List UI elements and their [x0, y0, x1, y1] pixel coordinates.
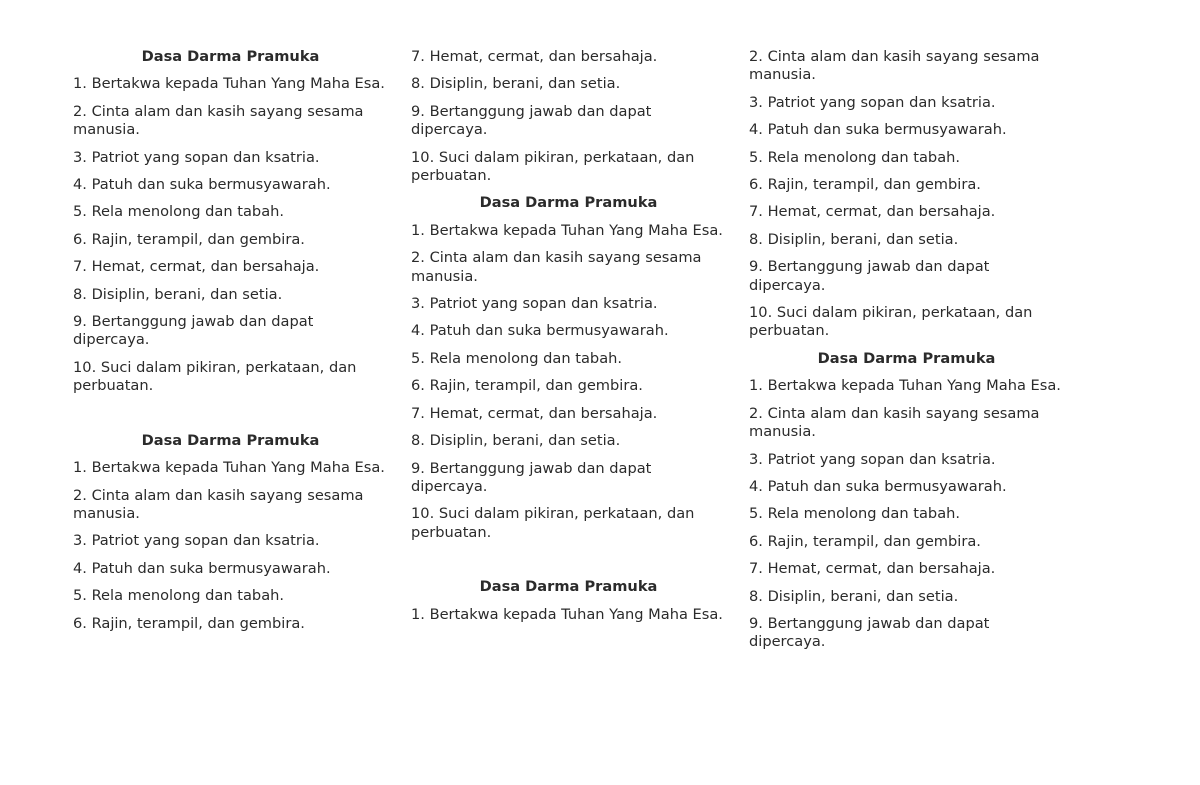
list-item: 4. Patuh dan suka bermusyawarah. — [411, 322, 669, 340]
list-item: 6. Rajin, terampil, dan gembira. — [411, 377, 643, 395]
list-item: 7. Hemat, cermat, dan bersahaja. — [411, 48, 658, 65]
list-item: 7. Hemat, cermat, dan bersahaja. — [749, 203, 996, 221]
list-item: 8. Disiplin, berani, dan setia. — [411, 432, 621, 450]
list-item: 2. Cinta alam dan kasih sayang sesama manusia. — [73, 486, 364, 522]
list-item: 10. Suci dalam pikiran, perkataan, dan perbuatan. — [411, 505, 695, 541]
spacer — [73, 405, 388, 432]
list-item: 5. Rela menolong dan tabah. — [749, 505, 961, 523]
section-heading: Dasa Darma Pramuka — [141, 431, 320, 449]
list-item: 10. Suci dalam pikiran, perkataan, dan perbuatan. — [411, 148, 695, 185]
spacer — [411, 551, 726, 578]
list-item: 8. Disiplin, berani, dan setia. — [749, 587, 959, 605]
list-item: 1. Bertakwa kepada Tuhan Yang Maha Esa. — [73, 75, 385, 93]
list-item: 3. Patriot yang sopan dan ksatria. — [411, 295, 658, 313]
section-heading: Dasa Darma Pramuka — [141, 48, 320, 65]
list-item: 3. Patriot yang sopan dan ksatria. — [73, 532, 320, 550]
list-item: 6. Rajin, terampil, dan gembira. — [73, 614, 305, 632]
list-item: 1. Bertakwa kepada Tuhan Yang Maha Esa. — [411, 221, 723, 239]
list-item: 8. Disiplin, berani, dan setia. — [749, 230, 959, 248]
text-column-1 — [73, 48, 388, 642]
section-heading: Dasa Darma Pramuka — [479, 194, 658, 212]
list-item: 9. Bertanggung jawab dan dapat dipercaya. — [411, 102, 652, 139]
list-item: 6. Rajin, terampil, dan gembira. — [749, 176, 981, 194]
list-item: 5. Rela menolong dan tabah. — [411, 349, 623, 367]
list-item: 3. Patriot yang sopan dan ksatria. — [749, 93, 996, 111]
list-item: 3. Patriot yang sopan dan ksatria. — [749, 450, 996, 468]
list-item: 4. Patuh dan suka bermusyawarah. — [73, 559, 331, 577]
list-item: 6. Rajin, terampil, dan gembira. — [73, 230, 305, 248]
text-column-2 — [411, 48, 726, 633]
list-item: 1. Bertakwa kepada Tuhan Yang Maha Esa. — [73, 459, 385, 477]
section-heading: Dasa Darma Pramuka — [817, 349, 996, 367]
section-heading: Dasa Darma Pramuka — [479, 578, 658, 596]
list-item: 9. Bertanggung jawab dan dapat dipercaya. — [411, 459, 652, 495]
list-item: 10. Suci dalam pikiran, perkataan, dan perbuatan. — [73, 358, 357, 395]
list-item: 1. Bertakwa kepada Tuhan Yang Maha Esa. — [411, 605, 723, 623]
list-item: 7. Hemat, cermat, dan bersahaja. — [749, 560, 996, 578]
list-item: 2. Cinta alam dan kasih sayang sesama manusia. — [411, 249, 702, 285]
list-item: 2. Cinta alam dan kasih sayang sesama manusia. — [749, 404, 1040, 441]
list-item: 10. Suci dalam pikiran, perkataan, dan perbuatan. — [749, 304, 1033, 340]
list-item: 1. Bertakwa kepada Tuhan Yang Maha Esa. — [749, 377, 1061, 395]
list-item: 4. Patuh dan suka bermusyawarah. — [749, 121, 1007, 139]
list-item: 9. Bertanggung jawab dan dapat dipercaya. — [749, 614, 990, 651]
list-item: 8. Disiplin, berani, dan setia. — [73, 285, 283, 303]
list-item: 5. Rela menolong dan tabah. — [749, 148, 961, 166]
list-item: 7. Hemat, cermat, dan bersahaja. — [411, 404, 658, 422]
list-item: 7. Hemat, cermat, dan bersahaja. — [73, 258, 320, 276]
list-item: 4. Patuh dan suka bermusyawarah. — [749, 477, 1007, 495]
list-item: 8. Disiplin, berani, dan setia. — [411, 75, 621, 93]
list-item: 9. Bertanggung jawab dan dapat dipercaya. — [749, 258, 990, 294]
list-item: 9. Bertanggung jawab dan dapat dipercaya. — [73, 313, 314, 349]
list-item: 2. Cinta alam dan kasih sayang sesama manusia. — [749, 48, 1040, 84]
list-item: 4. Patuh dan suka bermusyawarah. — [73, 176, 331, 194]
list-item: 6. Rajin, terampil, dan gembira. — [749, 532, 981, 550]
list-item: 5. Rela menolong dan tabah. — [73, 587, 285, 605]
list-item: 2. Cinta alam dan kasih sayang sesama manusia. — [73, 102, 364, 139]
text-column-3 — [749, 48, 1064, 661]
list-item: 3. Patriot yang sopan dan ksatria. — [73, 148, 320, 166]
list-item: 5. Rela menolong dan tabah. — [73, 203, 285, 221]
